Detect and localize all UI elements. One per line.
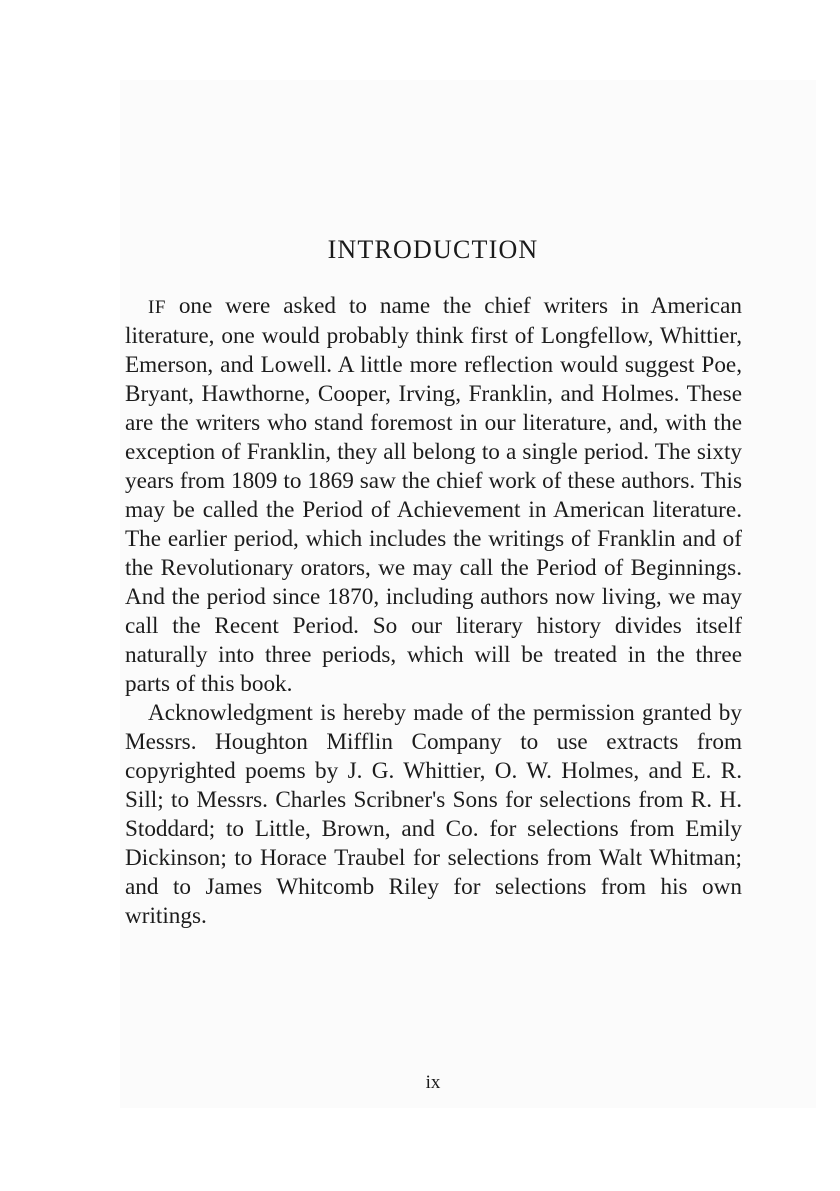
drop-cap-lead: IF (148, 297, 166, 318)
paragraph-intro (125, 292, 742, 699)
paragraph-acknowledgment: Acknowledgment is hereby made of the permission granted by Messrs. Houghton Mifflin Company to use extracts from copyrighted poems by J. G. Whittier, O. W. Holmes, and E. R. Sill; to Messrs. Charles Scribner's Sons for selections from R. H. Stoddard; to Little, Brown, and Co. for selections from Emily Dickinson; to Horace Traubel for selections from Walt Whitman; and to James Whitcomb Riley for selections from his own writings. (125, 700, 742, 929)
page-number: ix (425, 1072, 441, 1093)
body-text (125, 292, 742, 931)
paragraph-intro-text: one were asked to name the chief writers in American literature, one would probably think first of Longfellow, Whittier, Emerson, and Lowell. A little more reflection would suggest Poe, Bryant, Hawthorne, Cooper, Irving, Franklin, and Holmes. These are the writers who stand foremost in our literature, and, with the exception of Franklin, they all belong to a single period. The sixty years from 1809 to 1869 saw the chief work of these authors. This may be called the Period of Achievement in American literature. The earlier period, which includes the writings of Franklin and of the Revolutionary orators, we may call the Period of Beginnings. And the period since 1870, including authors now living, we may call the Recent Period. So our literary history divides itself naturally into three periods, which will be treated in the three parts of this book. (125, 293, 742, 697)
page-title: INTRODUCTION (327, 235, 539, 264)
